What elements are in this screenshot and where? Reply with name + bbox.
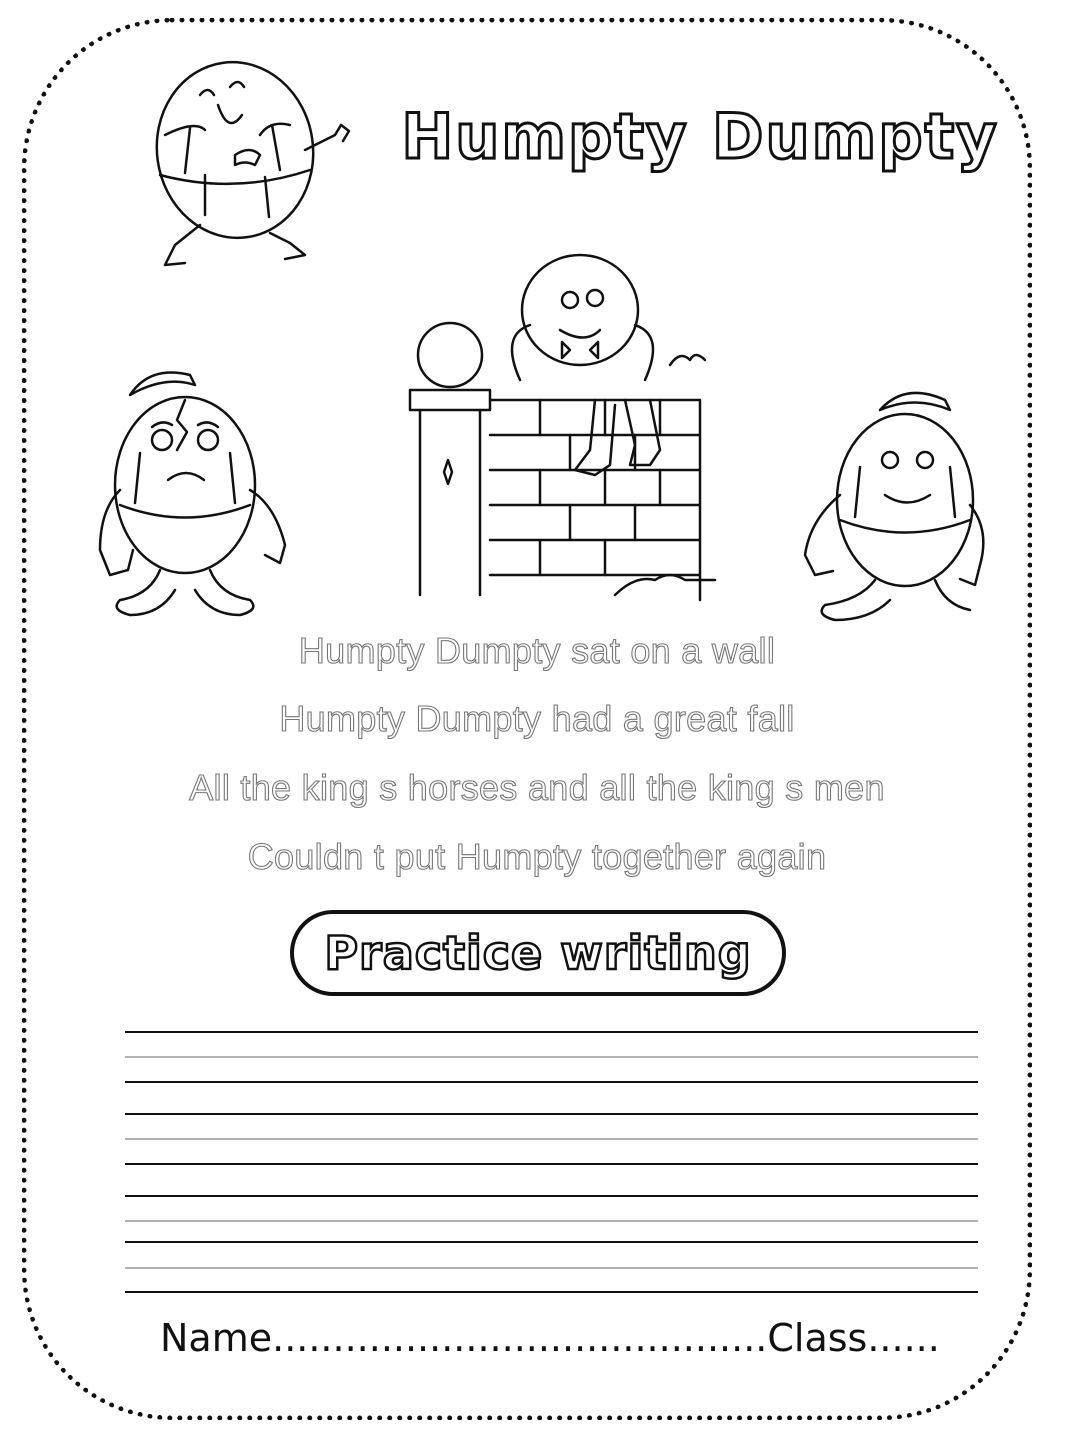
practice-writing-banner — [290, 910, 786, 996]
class-label: Class — [767, 1316, 868, 1360]
title-text: Humpty Dumpty — [401, 100, 999, 173]
happy-humpty-illustration — [795, 385, 990, 625]
poem-line-4: Couldn t put Humpty together again — [247, 836, 827, 877]
sad-humpty-illustration — [90, 365, 310, 630]
worksheet-title — [395, 96, 1005, 186]
practice-writing-label: Practice writing — [324, 926, 752, 980]
name-label: Name — [160, 1316, 273, 1360]
name-class-footer — [160, 1316, 940, 1360]
poem-line-3: All the king s horses and all the king s men — [189, 767, 885, 808]
poem-line-2: Humpty Dumpty had a great fall — [279, 698, 795, 739]
class-blank[interactable]: ...... — [867, 1316, 940, 1360]
running-humpty-illustration — [140, 55, 360, 280]
poem-line-1: Humpty Dumpty sat on a wall — [298, 630, 776, 671]
humpty-on-wall-illustration — [390, 250, 720, 605]
name-blank[interactable]: ......................................... — [272, 1316, 768, 1360]
handwriting-lines — [125, 1030, 978, 1295]
